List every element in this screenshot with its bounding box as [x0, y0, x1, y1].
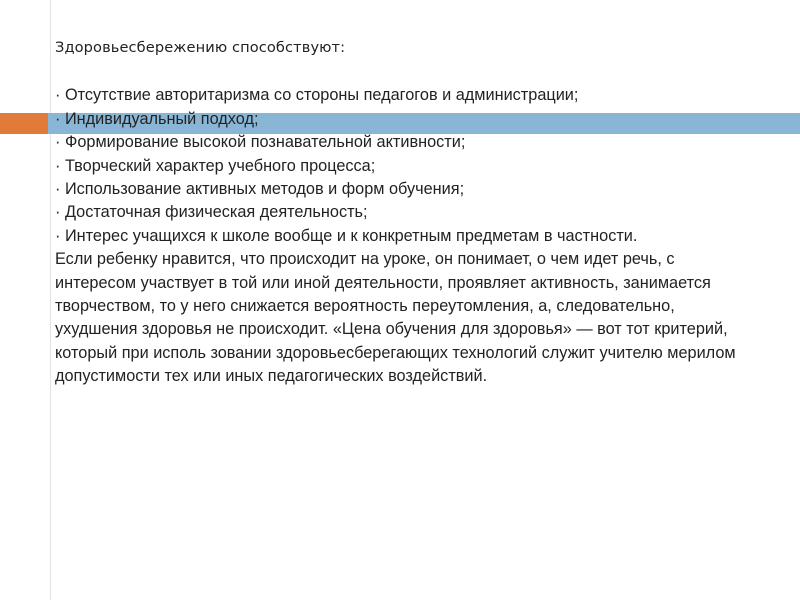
bullet-item: · Отсутствие авторитаризма со стороны педагогов и администрации;	[55, 84, 755, 107]
bullet-item: · Индивидуальный подход;	[55, 108, 755, 131]
text-content	[55, 36, 755, 389]
body-paragraph: Если ребенку нравится, что происходит на уроке, он понимает, о чем идет речь, с интересом участвует в той или иной деятельности, проявляет активность, занимается творчеством, то у него снижается вероятность переутомления, а, следовательно, ухудшения здоровья не происходит. «Цена обучения для здоровья» — вот тот критерий, который при исполь зовании здоровьесберегающих технологий служит учителю мерилом допустимости тех или иных педагогических воздействий.	[55, 250, 736, 386]
bullet-item: · Использование активных методов и форм обучения;	[55, 178, 755, 201]
bullet-item: · Интерес учащихся к школе вообще и к конкретным предметам в частности.	[55, 225, 755, 248]
bullet-item: · Достаточная физическая деятельность;	[55, 201, 755, 224]
slide-heading: Здоровьесбережению способствуют:	[55, 39, 346, 56]
bullet-list	[55, 84, 755, 248]
bullet-item: · Творческий характер учебного процесса;	[55, 155, 755, 178]
accent-bar-orange	[0, 113, 48, 134]
bullet-item: · Формирование высокой познавательной активности;	[55, 131, 755, 154]
divider-vertical	[50, 0, 51, 600]
